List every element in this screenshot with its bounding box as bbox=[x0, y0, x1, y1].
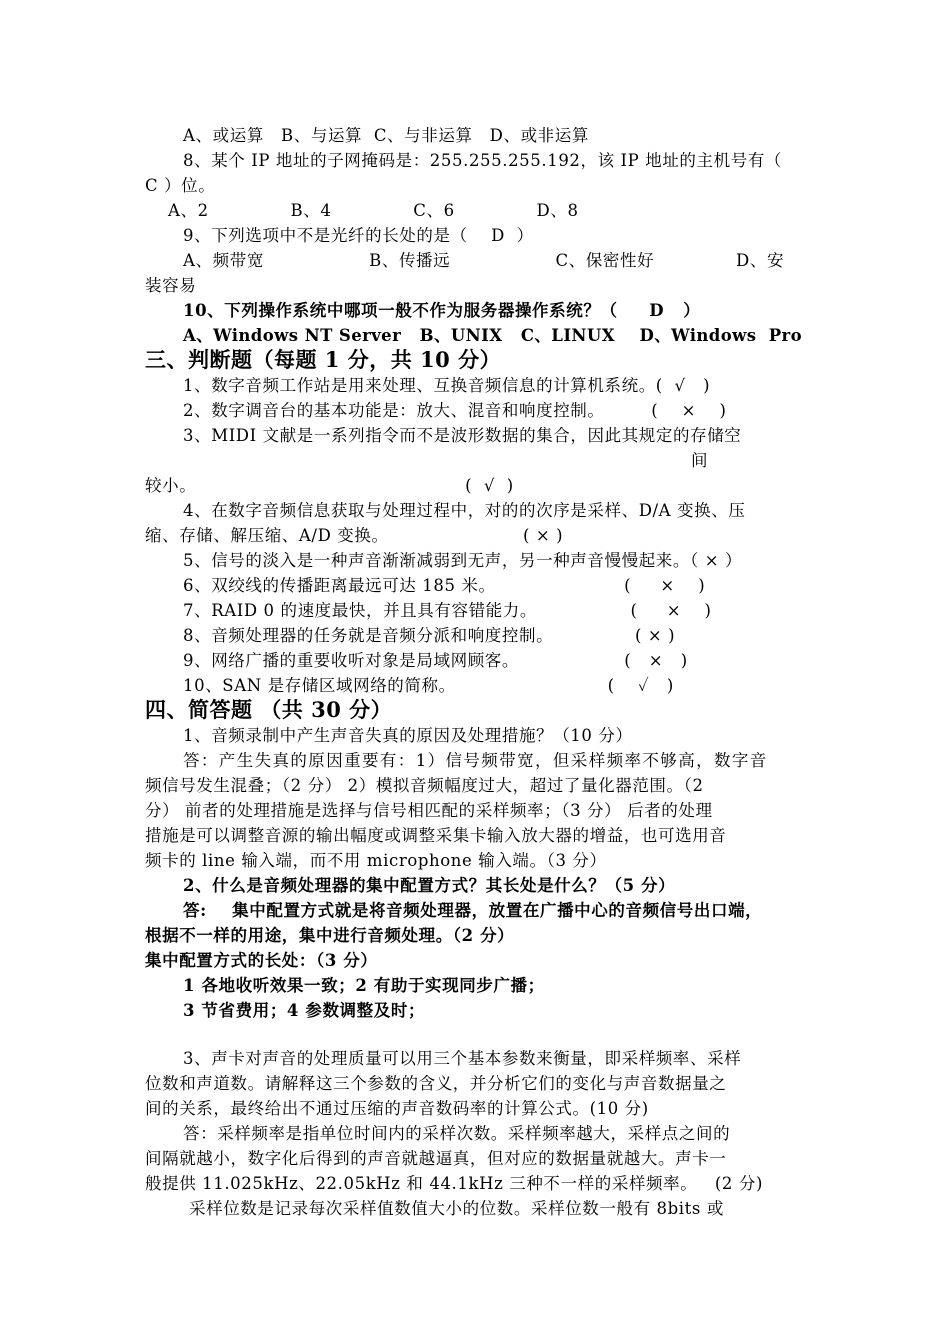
tf-item-7: 7、RAID 0 的速度最快，并且具有容错能力。 ( × ) bbox=[183, 601, 712, 620]
tf-item-4-cont: 缩、存储、解压缩、A/D 变换。 ( × ) bbox=[145, 526, 564, 545]
tf-item-4: 4、在数字音频信息获取与处理过程中，对的的次序是采样、D/A 变换、压 bbox=[183, 501, 746, 520]
sa-a3-line-4: 采样位数是记录每次采样值数值大小的位数。采样位数一般有 8bits 或 bbox=[189, 1199, 724, 1218]
sa-a3-line-1: 答：采样频率是指单位时间内的采样次数。采样频率越大，采样点之间的 bbox=[183, 1124, 731, 1143]
tf-item-1: 1、数字音频工作站是用来处理、互换音频信息的计算机系统。( √ ) bbox=[183, 376, 711, 395]
sa-a1-line-4: 措施是可以调整音源的输出幅度或调整采集卡输入放大器的增益，也可选用音 bbox=[145, 826, 727, 845]
sa-a2-line-1: 答: 集中配置方式就是将音频处理器，放置在广播中心的音频信号出口端， bbox=[183, 901, 763, 920]
sa-a1-line-3: 分） 前者的处理措施是选择与信号相匹配的采样频率；（3 分） 后者的处理 bbox=[145, 801, 713, 820]
tf-item-2: 2、数字调音台的基本功能是：放大、混音和响度控制。 ( × ) bbox=[183, 401, 727, 420]
tf-item-3: 3、MIDI 文献是一系列指令而不是波形数据的集合，因此其规定的存储空 bbox=[183, 426, 742, 445]
sa-q2: 2、什么是音频处理器的集中配置方式？其长处是什么？（5 分） bbox=[183, 876, 676, 895]
q9-options: A、频带宽 B、传播远 C、保密性好 D、安 bbox=[183, 251, 785, 270]
tf-item-3-wrap: 间 bbox=[691, 451, 709, 470]
sa-q3-line-3: 间的关系，最终给出不通过压缩的声音数码率的计算公式。(10 分) bbox=[145, 1099, 649, 1118]
sa-a2-advantages-heading: 集中配置方式的长处：（3 分） bbox=[145, 951, 378, 970]
q8-options: A、2 B、4 C、6 D、8 bbox=[168, 201, 579, 220]
sa-a3-line-2: 间隔就越小，数字化后得到的声音就越逼真，但对应的数据量就越大。声卡一 bbox=[145, 1149, 727, 1168]
q7-options: A、或运算 B、与运算 C、与非运算 D、或非运算 bbox=[183, 126, 589, 145]
tf-item-9: 9、网络广播的重要收听对象是局域网顾客。 ( × ) bbox=[183, 651, 688, 670]
sa-q1: 1、音频录制中产生声音失真的原因及处理措施？（10 分） bbox=[183, 726, 633, 745]
sa-a3-line-3: 般提供 11.025kHz、22.05kHz 和 44.1kHz 三种不一样的采样频率。 (2 分) bbox=[145, 1174, 763, 1193]
q10-options: A、Windows NT Server B、UNIX C、LINUX D、Windows Pro bbox=[183, 326, 803, 345]
q8-question-cont: C ）位。 bbox=[145, 176, 216, 195]
q8-question: 8、某个 IP 地址的子网掩码是：255.255.255.192，该 IP 地址的主机号有（ bbox=[183, 151, 783, 170]
sa-a2-line-2: 根据不一样的用途，集中进行音频处理。（2 分） bbox=[145, 926, 515, 945]
sa-q3-line-2: 位数和声道数。请解释这三个参数的含义，并分析它们的变化与声音数据量之 bbox=[145, 1074, 727, 1093]
tf-item-8: 8、音频处理器的任务就是音频分派和响度控制。 ( × ) bbox=[183, 626, 676, 645]
sa-a1-line-2: 频信号发生混叠；（2 分） 2）模拟音频幅度过大，超过了量化器范围。（2 bbox=[145, 776, 704, 795]
section-4-heading: 四、简答题 （共 30 分） bbox=[145, 697, 393, 722]
sa-a1-line-1: 答：产生失真的原因重要有：1）信号频带宽，但采样频率不够高，数字音 bbox=[183, 751, 768, 770]
q9-question: 9、下列选项中不是光纤的长处的是（ D ） bbox=[183, 226, 534, 245]
tf-item-10: 10、SAN 是存储区域网络的简称。 ( ✓ ) bbox=[183, 676, 674, 695]
tf-item-3-cont: 较小。 ( √ ) bbox=[145, 476, 514, 495]
sa-a1-line-5: 频卡的 line 输入端，而不用 microphone 输入端。（3 分） bbox=[145, 851, 607, 870]
section-3-heading: 三、判断题（每题 1 分，共 10 分） bbox=[145, 347, 502, 372]
q9-options-cont: 装容易 bbox=[145, 276, 197, 295]
sa-a2-advantages-2: 3 节省费用；4 参数调整及时； bbox=[183, 1001, 426, 1020]
tf-item-5: 5、信号的淡入是一种声音渐渐减弱到无声，另一种声音慢慢起来。（ × ） bbox=[183, 551, 743, 570]
q10-question: 10、下列操作系统中哪项一般不作为服务器操作系统？（ D ） bbox=[183, 301, 701, 320]
tf-item-6: 6、双绞线的传播距离最远可达 185 米。 ( × ) bbox=[183, 576, 706, 595]
sa-q3-line-1: 3、声卡对声音的处理质量可以用三个基本参数来衡量，即采样频率、采样 bbox=[183, 1049, 742, 1068]
sa-a2-advantages-1: 1 各地收听效果一致；2 有助于实现同步广播； bbox=[183, 976, 545, 995]
